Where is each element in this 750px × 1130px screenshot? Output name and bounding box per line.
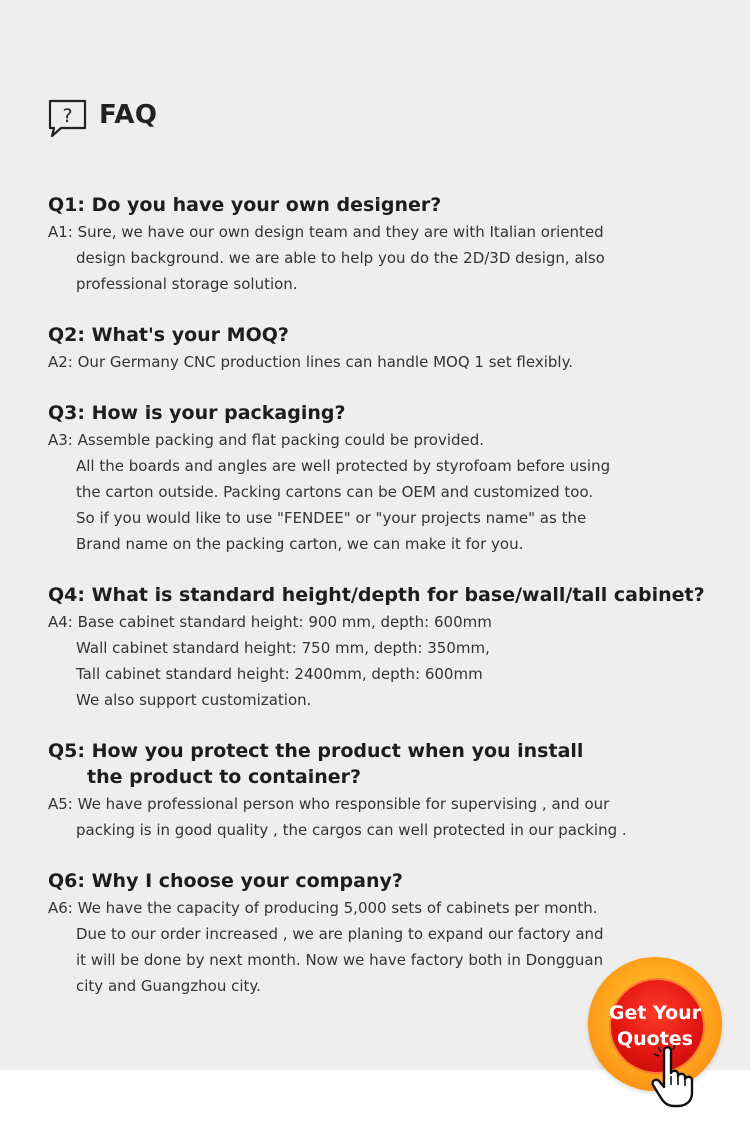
faq-answer-3 bbox=[48, 427, 648, 557]
question-bubble-icon bbox=[47, 98, 89, 138]
answer-line: A6: We have the capacity of producing 5,000 sets of cabinets per month. bbox=[48, 899, 598, 917]
answer-line: Tall cabinet standard height: 2400mm, depth: 600mm bbox=[76, 665, 483, 683]
question-line: Q1: Do you have your own designer? bbox=[48, 194, 442, 216]
faq-answer-1 bbox=[48, 219, 648, 297]
faq-question-5 bbox=[48, 738, 583, 790]
answer-line: packing is in good quality , the cargos can well protected in our packing . bbox=[76, 821, 627, 839]
answer-line: design background. we are able to help you do the 2D/3D design, also bbox=[76, 249, 605, 267]
faq-question-1 bbox=[48, 192, 441, 218]
answer-line: A3: Assemble packing and flat packing could be provided. bbox=[48, 431, 485, 449]
answer-line: A4: Base cabinet standard height: 900 mm, depth: 600mm bbox=[48, 613, 492, 631]
answer-line: Brand name on the packing carton, we can make it for you. bbox=[76, 535, 524, 553]
page-title: FAQ bbox=[99, 100, 158, 130]
answer-line: Due to our order increased , we are planing to expand our factory and bbox=[76, 925, 604, 943]
answer-line: A2: Our Germany CNC production lines can handle MOQ 1 set flexibly. bbox=[48, 353, 574, 371]
answer-line: city and Guangzhou city. bbox=[76, 977, 261, 995]
answer-line: A5: We have professional person who responsible for supervising , and our bbox=[48, 795, 610, 813]
question-line: Q4: What is standard height/depth for base/wall/tall cabinet? bbox=[48, 584, 705, 606]
faq-question-6 bbox=[48, 868, 403, 894]
question-line: the product to container? bbox=[87, 766, 362, 788]
svg-text:?: ? bbox=[62, 105, 73, 127]
answer-line: We also support customization. bbox=[76, 691, 312, 709]
pointing-hand-icon bbox=[648, 1043, 714, 1109]
answer-line: A1: Sure, we have our own design team and they are with Italian oriented bbox=[48, 223, 604, 241]
faq-answer-2 bbox=[48, 349, 648, 375]
faq-answer-6 bbox=[48, 895, 648, 999]
answer-line: the carton outside. Packing cartons can be OEM and customized too. bbox=[76, 483, 594, 501]
get-quotes-line1: Get Your bbox=[608, 1002, 702, 1024]
faq-question-2 bbox=[48, 322, 289, 348]
answer-line: professional storage solution. bbox=[76, 275, 298, 293]
faq-question-3 bbox=[48, 400, 346, 426]
get-quotes-line2: Quotes bbox=[616, 1028, 693, 1050]
question-line: Q5: How you protect the product when you install bbox=[48, 740, 584, 762]
question-line: Q3: How is your packaging? bbox=[48, 402, 346, 424]
faq-question-4 bbox=[48, 582, 705, 608]
faq-answer-4 bbox=[48, 609, 648, 713]
answer-line: it will be done by next month. Now we have factory both in Dongguan bbox=[76, 951, 604, 969]
answer-line: So if you would like to use "FENDEE" or "your projects name" as the bbox=[76, 509, 587, 527]
question-line: Q6: Why I choose your company? bbox=[48, 870, 403, 892]
answer-line: Wall cabinet standard height: 750 mm, depth: 350mm, bbox=[76, 639, 490, 657]
question-line: Q2: What's your MOQ? bbox=[48, 324, 289, 346]
answer-line: All the boards and angles are well protected by styrofoam before using bbox=[76, 457, 611, 475]
faq-answer-5 bbox=[48, 791, 648, 843]
